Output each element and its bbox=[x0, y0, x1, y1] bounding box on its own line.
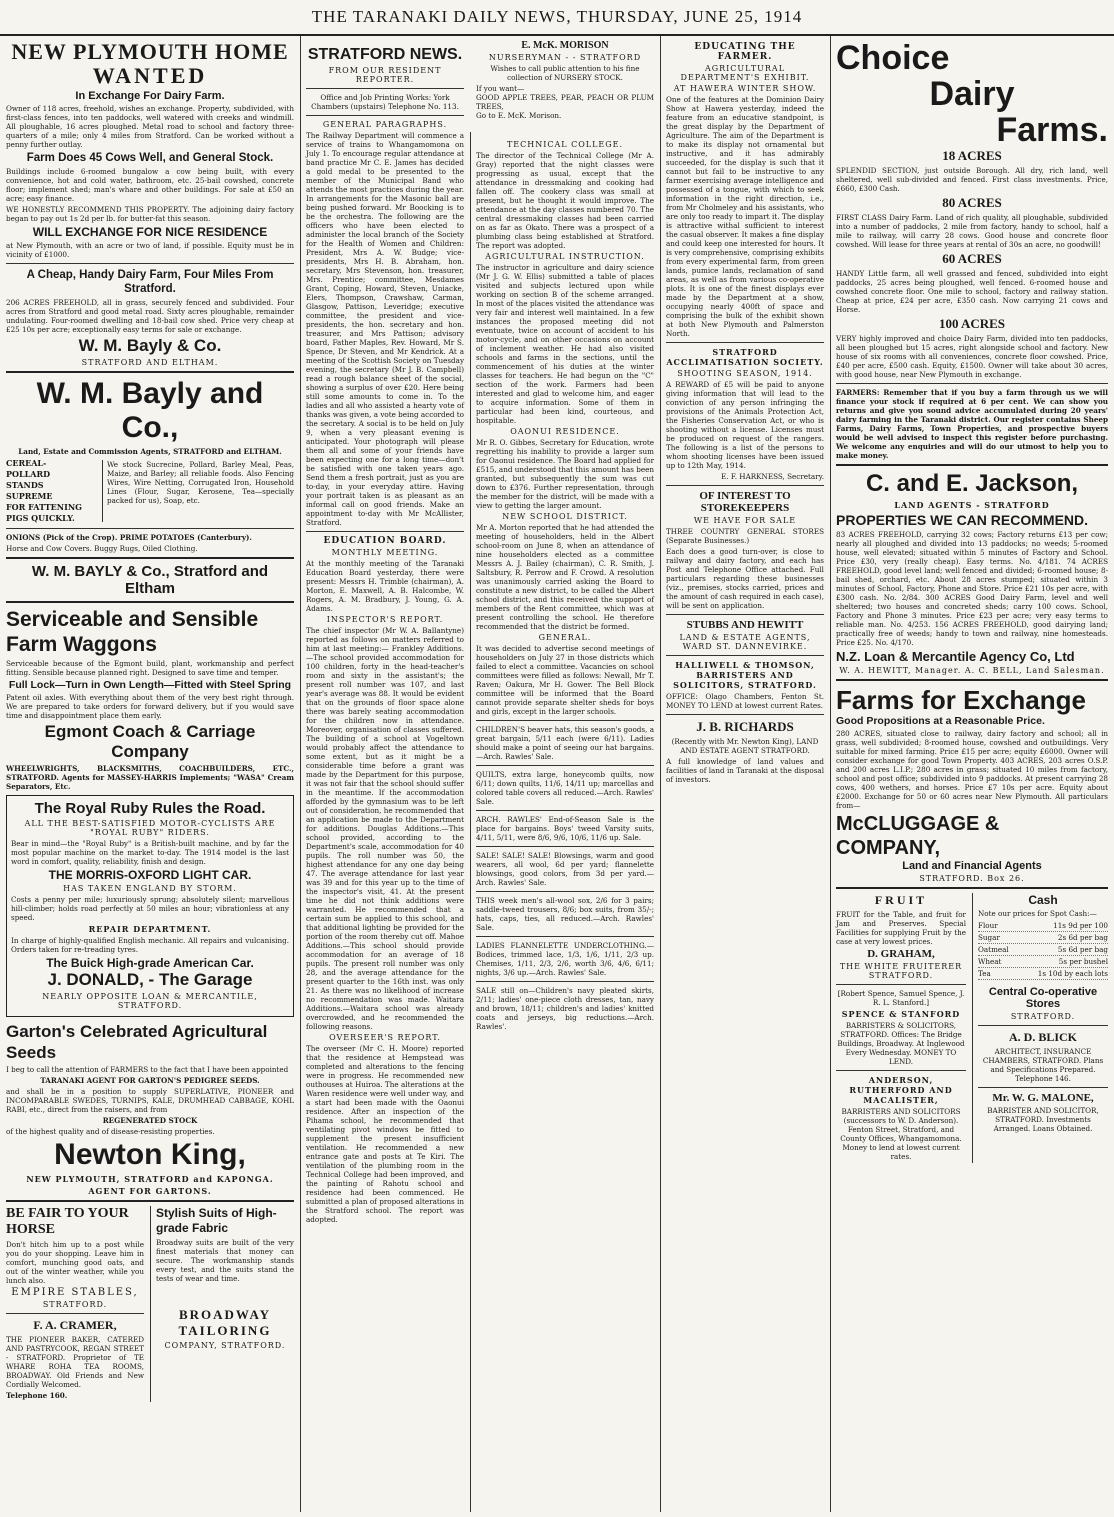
bayly-stock-block bbox=[6, 458, 294, 524]
price-item: Oatmeal bbox=[978, 945, 1009, 954]
cheap-farm-heading: A Cheap, Handy Dairy Farm, Four Miles From Stratford. bbox=[26, 269, 274, 295]
cash-ad bbox=[972, 893, 1108, 1163]
garton-heading: Garton's Celebrated Agricultural Seeds bbox=[6, 1022, 268, 1062]
morison-list bbox=[476, 84, 654, 120]
morison-sub: NURSERYMAN - - STRATFORD bbox=[488, 53, 642, 62]
cramer-heading: F. A. CRAMER, bbox=[33, 1318, 117, 1332]
price-value: 5s per bushel bbox=[1058, 957, 1108, 966]
malone-body: BARRISTER AND SOLICITOR, STRATFORD. Investments Arranged. Loans Obtained. bbox=[987, 1106, 1099, 1133]
technical-college-heading: TECHNICAL COLLEGE. bbox=[506, 140, 624, 149]
repair-heading: REPAIR DEPARTMENT. bbox=[88, 924, 212, 934]
list-item: STANDS bbox=[6, 480, 44, 490]
morris-body: Costs a penny per mile; luxuriously sprung; absolutely silent; marvellous hill-climber; holds road perfectly at 50 miles an hour; vibrationless at any speed. bbox=[11, 895, 289, 922]
price-row bbox=[978, 932, 1108, 944]
richards-body-2: A full knowledge of land values and facilities of land in Taranaki at the disposal of investors. bbox=[666, 757, 824, 784]
ruby-body: Bear in mind—the "Royal Ruby" is a British-built machine, and by far the most popular machine on the market to-day. The 1914 model is the last word in comfort, quality, reliability, finish and design. bbox=[11, 839, 289, 866]
garton-body: I beg to call the attention of FARMERS to the fact that I have been appointed bbox=[6, 1065, 289, 1074]
properties-body: 83 ACRES FREEHOLD, carrying 32 cows; Factory returns £13 per cow; nearly all ploughed and divided into 13 paddocks; no weeds; 5-roomed house, well elevated; situated within 5 minutes of Factory and School. Price £30, very (really cheap). Easy terms. No. 4/181. 74 ACRES FREEHOLD, good level land; well fenced and divided; 6-roomed house; 8-bail shed, orchard, etc. About 28 acres stumped; situated within 3 minutes of School, Factory, Phone and Store. Price £21 10s per acre, with £300 cash. No. 2/84. 300 ACRES Good Dairy Farm, level and well sheltered; two houses and concreted sheds; carry 100 cows. School, Factory and Phone 3 minutes. Price £23 per acre; very easy terms to reliable man. No. 4/253. 156 ACRES FREEHOLD, good dairying land; practically free of weeds; handy to town and railway, nine homesteads. Price £25. No. 4/170. bbox=[836, 530, 1108, 647]
sale-ad: THIS week men's all-wool sox, 2/6 for 3 pairs; saddle-tweed trousers, 8/6; box suits, from 35/-; hats, caps, ties, all reduced.—Arch. Rawles' Sale. bbox=[476, 896, 654, 932]
cheap-farm-body: 206 ACRES FREEHOLD, all in grass, securely fenced and subdivided. Four acres from Stratford and good metal road. Sixty acres ploughable, remainder undulating. Four-roomed dwelling and 18-bail cow shed. Price very cheap at £25 10s per acre; exceptionally easy terms for sale or exchange. bbox=[6, 298, 294, 334]
oaonui-heading: OAONUI RESIDENCE. bbox=[510, 427, 620, 436]
bayly-small-heading: W. M. Bayly & Co. bbox=[78, 336, 222, 355]
acres-100-heading: 100 ACRES bbox=[938, 316, 1006, 331]
price-value: 11s 9d per 100 bbox=[1053, 921, 1108, 930]
bayly-stock-text: We stock Sucrecine, Pollard, Barley Meal, Peas, Maize, and Barley; all reliable foods. Also Fencing Wires, Wire Netting, Corrugated Iron, Household Lines (Flour, Sugar, Kerosene, Tea—specially packed for us), Soap, etc. bbox=[102, 460, 294, 522]
column-1 bbox=[0, 36, 300, 1512]
educating-farmer-heading: EDUCATING THE FARMER. bbox=[694, 42, 796, 62]
price-item: Tea bbox=[978, 969, 991, 978]
masthead bbox=[0, 0, 1114, 36]
education-board-sub: MONTHLY MEETING. bbox=[331, 548, 439, 557]
new-school-body: Mr A. Morton reported that he had attended the meeting of householders, held in the Albert school-room on June 8, when an attendance of nine householders elected as a committee Messrs A. J. Bailey (chairman), C. R. Smith, J. Saltsbury, R. Perrow and F. Crowd. A resolution was unanimously carried asking the Board to constitute a new district, to be called the Albert school district, and this received the support of members of the Rent committee, which was at present controlling the school. He therefore recommended that the district be formed. bbox=[476, 523, 654, 631]
garton-body-3: of the highest quality and of disease-resisting properties. bbox=[6, 1127, 215, 1136]
price-value: 5s 6d per bag bbox=[1057, 945, 1108, 954]
column-5 bbox=[830, 36, 1114, 1512]
nz-loan-heading: N.Z. Loan & Mercantile Agency Co, Ltd bbox=[836, 649, 1075, 664]
graham-sub: THE WHITE FRUITERER STRATFORD. bbox=[839, 962, 963, 980]
morison-body: Wishes to call public attention to his fine collection of NURSERY STOCK. bbox=[490, 64, 640, 82]
waggons-body: Serviceable because of the Egmont build, plant, workmanship and perfect fitting. Sensible because planned right. Designed to save time and temper. bbox=[6, 659, 294, 677]
column-4 bbox=[660, 36, 830, 1512]
inspector-report-heading: INSPECTOR'S REPORT. bbox=[326, 615, 444, 624]
list-item: GOOD APPLE TREES, PEAR, PEACH OR PLUM TREES, bbox=[476, 93, 654, 111]
price-row bbox=[978, 920, 1108, 932]
farm-heading: Farm Does 45 Cows Well, and General Stock. bbox=[26, 152, 274, 164]
stubbs-heading: STUBBS AND HEWITT bbox=[686, 619, 804, 631]
stratford-news-sub: FROM OUR RESIDENT REPORTER. bbox=[328, 66, 442, 84]
onions-text: ONIONS (Pick of the Crop). PRIME POTATOES (Canterbury). bbox=[6, 533, 252, 542]
cash-note: Note our prices for Spot Cash:— bbox=[978, 909, 1097, 918]
spence-names: [Robert Spence, Samuel Spence, J. R. L. Stanford.] bbox=[837, 989, 965, 1007]
halliwell-body: OFFICE: Olago Chambers, Fenton St. MONEY TO LEND at lowest current Rates. bbox=[666, 692, 824, 710]
general-paragraphs-heading: GENERAL PARAGRAPHS. bbox=[322, 120, 448, 129]
list-item: CEREAL- bbox=[6, 458, 47, 468]
general-paragraphs-body: The Railway Department will commence a service of trains to Whangamomona on July 1. To encourage regular attendance at band practice Mr C. E. James has decided a gold medal to be presented to the member of the Municipal Band who attends the most practices during the year. In arrangements for the Masonic ball are being pushed forward. Mr Boocking is to be the orchestra. The following are the officers who have been elected to administer the local branch of the Society for the Health of Women and Children: President, Mrs A. W. Budge; vice-presidents, Mrs H. B. Abraham, hon. secretary, Mrs Stevenson, hon. treasurer, Mrs. Prentice; committee, Mesdames Grant, Coping, Howard, Steven, Uniacke, Elers, Thompson, Crawshaw, Carman, Glasgow, Pattison, Leveridge; executive committee, the president and vice-presidents, the hon. secretary and hon. treasurer, and Mrs Pattison; advisory board, Father Maples, Rev. Howard, Mr S. Spence, Dr Steven, and Mr Kendrick. At a meeting of the Scottish Society on Tuesday evening, the secretary (Mr J. B. Campbell) read a rough balance sheet of the social, showing a surplus of over £20. Here being still some amounts to come in. To the ladies and all who assisted a hearty vote of thanks was given, a vote being accorded to the secretary. A social is to be held on July 9, when a very pleasant evening is anticipated. Your photograph will please them all and some of your friends have been expecting one for a long time—don't be satisfied with one taken years ago. Send them a fresh portrait, just as you are to-day, in your everyday attire. Having your portrait taken is as pleasant as an informal call on good friends. Make an appointment to-day with Mr McAllister, Stratford. bbox=[306, 131, 464, 527]
education-board-body: At the monthly meeting of the Taranaki Education Board yesterday, there were present: Messrs H. Trimble (chairman), A. Morton, E. Maxwell, A. B. Halcombe, W. Rogers, A. M. Bradbury, J. Young, G. A. Adams. bbox=[306, 559, 464, 613]
office-info: Office and Job Printing Works: York Chambers (upstairs) Telephone No. 113. bbox=[311, 93, 459, 111]
acres-18-body: SPLENDID SECTION, just outside Borough. All dry, rich land, well sheltered, well sub-divided and fenced. First class investments. Price, £660, £300 Cash. bbox=[836, 166, 1108, 193]
bayly-big-heading: W. M. Bayly and Co., bbox=[36, 377, 264, 444]
buick-heading: The Buick High-grade American Car. bbox=[46, 956, 254, 970]
graham-heading: D. GRAHAM, bbox=[867, 948, 935, 960]
choice-heading: Choice bbox=[836, 39, 950, 77]
column-3 bbox=[470, 36, 660, 1512]
acres-60-heading: 60 ACRES bbox=[942, 251, 1002, 266]
sale-ad: SALE still on—Children's navy pleated skirts, 2/11; ladies' one-piece cloth dresses, tan, navy and brown, 18/11; children's and ladies' knitted coats and jerseys, big reductions.—Arch. Rawles'. bbox=[476, 986, 654, 1031]
suits-heading: Stylish Suits of High-grade Fabric bbox=[156, 1206, 277, 1235]
bayly-small-sub: STRATFORD AND ELTHAM. bbox=[81, 358, 219, 367]
storekeepers-body-2: Each does a good turn-over, is close to railway and dairy factory, and each has Post and Telephone Office attached. Full particulars regarding these businesses (viz., premises, stocks carried, prices and the amount of cash required in each case), will be sent on application. bbox=[666, 547, 824, 610]
new-school-heading: NEW SCHOOL DISTRICT. bbox=[502, 512, 628, 521]
society-sub: SHOOTING SEASON, 1914. bbox=[677, 369, 813, 378]
bayly-line: W. M. BAYLY & Co., Stratford and Eltham bbox=[31, 563, 269, 597]
dairy-heading: Dairy bbox=[929, 75, 1015, 113]
fruit-ad bbox=[836, 893, 966, 1163]
stubbs-sub: LAND & ESTATE AGENTS, WARD ST. DANNEVIRKE. bbox=[679, 633, 811, 651]
general-heading: GENERAL. bbox=[538, 633, 592, 642]
suits-ad bbox=[150, 1206, 294, 1402]
fair-horse-ad bbox=[6, 1206, 144, 1402]
society-body: A REWARD of £5 will be paid to anyone giving information that will lead to the conviction of any person infringing the provisions of the Animals Protection Act, the Fisheries Conservation Act, or who is shooting without a license. Licenses must be produced on request of the rangers. The following is a list of the persons to whom shooting licenses have been issued up to 12th May, 1914. bbox=[666, 380, 824, 470]
cramer-telephone: Telephone 160. bbox=[6, 1391, 68, 1400]
agricultural-instruction-heading: AGRICULTURAL INSTRUCTION. bbox=[485, 252, 645, 261]
stratford-news-title: STRATFORD NEWS. bbox=[307, 46, 463, 63]
farm-body-2: WE HONESTLY RECOMMEND THIS PROPERTY. The adjoining dairy factory began to pay out 1s 2d per lb. for butter-fat this season. bbox=[6, 205, 294, 223]
richards-body: (Recently with Mr. Newton King), LAND AND ESTATE AGENT STRATFORD. bbox=[671, 737, 819, 755]
society-heading: STRATFORD ACCLIMATISATION SOCIETY. bbox=[666, 347, 824, 367]
morris-sub: HAS TAKEN ENGLAND BY STORM. bbox=[63, 884, 237, 893]
newton-sub: NEW PLYMOUTH, STRATFORD and KAPONGA. bbox=[26, 1174, 274, 1184]
empire-heading: EMPIRE STABLES, bbox=[11, 1287, 139, 1298]
sale-ad: ARCH. RAWLES' End-of-Season Sale is the place for bargains. Boys' tweed Varsity suits, 4/11, 5/11, were 8/6, 9/6, 10/6, 11/6 up. Sale. bbox=[476, 815, 654, 842]
mccluggage-heading: McCLUGGAGE & COMPANY, bbox=[836, 813, 1000, 859]
spence-heading: SPENCE & STANFORD bbox=[841, 1009, 961, 1019]
newspaper-title: THE TARANAKI DAILY NEWS, THURSDAY, JUNE 25, 1914 bbox=[311, 7, 803, 26]
sale-ad: QUILTS, extra large, honeycomb quilts, now 6/11; down quilts, 11/6, 14/11 up; marcellas and colored table covers all reduced.—Arch. Rawles' Sale. bbox=[476, 770, 654, 806]
richards-heading: J. B. RICHARDS bbox=[696, 719, 794, 734]
fair-body: Don't hitch him up to a post while you do your shopping. Leave him in comfort, munching good oats, and out of the winter weather, while you lunch also. bbox=[6, 1240, 144, 1285]
cramer-body: THE PIONEER BAKER, CATERED AND PASTRYCOOK, REGAN STREET - STRATFORD. Proprietor of TE WHARE ROHA TEA ROOMS, BROADWAY. Old Friends and New Cordially Welcomed. bbox=[6, 1335, 144, 1389]
farm-body: Buildings include 6-roomed bungalow a cow being built, with every convenience, hot and cold water, bathroom, etc. 25-bail cowshed, concrete floor; implement shed; man's whare and other buildings. For sale at £50 an acre; easy finance. bbox=[6, 167, 294, 203]
home-body: Owner of 118 acres, freehold, wishes an exchange. Property, subdivided, with first-class fences, into ten paddocks, well watered with creeks and windmill. All ploughable, 16 acres ploughed. Metal road to school and factory three-quarters of a mile; only 4 miles from Stratford. Can be worked without a penny further outlay. bbox=[6, 104, 294, 149]
donald-sub: NEARLY OPPOSITE LOAN & MERCANTILE, STRATFORD. bbox=[42, 992, 258, 1010]
exchange-farms-heading: Farms for Exchange bbox=[836, 685, 1086, 715]
suits-body: Broadway suits are built of the very finest materials that money can secure. The workmanship stands every test, and the suits stand the tests of wear and time. bbox=[156, 1238, 294, 1283]
price-row bbox=[978, 944, 1108, 956]
nursery-ad bbox=[470, 36, 660, 132]
acres-60-body: HANDY Little farm, all well grassed and fenced, subdivided into eight paddocks, 25 acres being ploughed, well fenced. 6-roomed house and cowshed concrete floor. One mile to school, factory and railway station. Cheap at price, £24 per acre, £350 cash. Now carrying 21 cows and Horse. bbox=[836, 269, 1108, 314]
jackson-heading: C. and E. Jackson, bbox=[865, 470, 1079, 497]
inspector-report-body: The chief inspector (Mr W. A. Ballantyne) reported as follows on matters referred to him at last meeting:— Frankley Additions.—The school provided accommodation for 100 children, forty in the head-teacher's room and sixty in the assistant's; the present roll number was 107, and last year's average was 88. It would be evident that on the grounds of floor space alone there was barely seating accommodation for the children now in attendance. Moreover, organisation of classes suffered. The building of a school at Vogeltown would probably affect the attendance to some extent, but as it might be a considerable time before a grant was made by the Department for this purpose, it was not fair that the school should suffer in the meantime. If the accommodation afforded by the gymnasium was to be left out of consideration, he recommended that an application be made to the Department for additions. Douglas Additions.—This school provided, according to the Department's scale, accommodation for 40 pupils. The roll number was 50, the highest attendance for any one day being 47. The average attendance for last year was 39 and for this year up to the time of the inspector's visit, 41. At the present time he did not think additions were warranted. He recommended that a certain sum be applied to this school, and that additional lighting be provided for the portion of the room thereby cut off. Mahoe Additions.—This school should provide accommodation for an average of 18 pupils. The present roll number was only 28, and the average attendance for the present quarter to the 16th inst. was only 21. As there was no likelihood of increase no recommendation was made. Waitara Additions.—Waitara school was already overcrowded, and he recommended the following reasons. bbox=[306, 626, 464, 1031]
educating-farmer-sub-2: AT HAWERA WINTER SHOW. bbox=[673, 84, 817, 93]
column-2 bbox=[300, 36, 470, 1512]
price-row bbox=[978, 968, 1108, 980]
malone-heading: Mr. W. G. MALONE, bbox=[992, 1092, 1094, 1104]
sale-ad: SALE! SALE! SALE! Blowsings, warm and good wearers, all wool, 6d per yard; flannelette blowsings, good colors, from 3d per yard.—Arch. Rawles' Sale. bbox=[476, 851, 654, 887]
list-item: PIGS QUICKLY. bbox=[6, 513, 75, 523]
mccluggage-sub-2: STRATFORD. Box 26. bbox=[919, 874, 1025, 883]
exchange-heading: WILL EXCHANGE FOR NICE RESIDENCE bbox=[32, 225, 268, 239]
properties-heading: PROPERTIES WE CAN RECOMMEND. bbox=[836, 512, 1089, 528]
fruit-body: FRUIT for the Table, and fruit for Jam and Preserves. Special Facilities for supplying Fruit by the case at very lowest prices. bbox=[836, 910, 966, 946]
remember-notice: FARMERS: Remember that if you buy a farm through us we will finance your stock if required at 6 per cent. We can show you returns and give you sound advice accumulated during 20 years' dairy farming in the Taranaki district. Our register contains Sheep Farms, Dairy Farms, Town Properties, and prospective buyers would be well advised to inspect this register before purchasing. We welcome any enquiries and will do our utmost to help you to make money. bbox=[836, 388, 1108, 460]
list-item: FOR FATTENING bbox=[6, 502, 82, 512]
fair-heading: BE FAIR TO YOUR HORSE bbox=[6, 1206, 129, 1237]
list-item: POLLARD bbox=[6, 469, 51, 479]
education-board-heading: EDUCATION BOARD. bbox=[323, 536, 447, 546]
bayly-list bbox=[6, 458, 96, 524]
garton-body-2: and shall be in a position to supply SUPERLATIVE, PIONEER and INCOMPARABLE SWEDES, TURNIPS, KALE, DRUMHEAD CABBAGE, KOHL RABI, etc., direct from the raisers, and from bbox=[6, 1087, 294, 1114]
price-item: Sugar bbox=[978, 933, 1000, 942]
price-item: Flour bbox=[978, 921, 998, 930]
repair-body: In charge of highly-qualified English mechanic. All repairs and vulcanising. Orders taken for re-treading tyres. bbox=[11, 936, 289, 954]
storekeepers-body: THREE COUNTRY GENERAL STORES (Separate Businesses.) bbox=[666, 527, 824, 545]
egmont-heading: Egmont Coach & Carriage Company bbox=[44, 722, 256, 761]
central-stores-heading: Central Co-operative Stores bbox=[988, 986, 1098, 1010]
exchange-farms-body: 280 ACRES, situated close to railway, dairy factory and school; all in grass, well subdivided; 8-roomed house, cowshed and outbuildings. Very suitable for mixed farming. Price £15 per acre; equity £6000. Owner will consider exchange for good Town Property. 403 ACRES, 203 acres O.S.P. and 200 acres L.I.P.; 280 acres in grass; situated 10 miles from factory, school and post office; subdivided into 9 paddocks. At present carrying 28 cows, 400 wethers, and horses. Price £7 10s per acre. Equity about £2000. Exchange for 50 or 60 acres near New Plymouth. All particulars from— bbox=[836, 729, 1108, 810]
home-wanted-heading: NEW PLYMOUTH HOME bbox=[11, 39, 289, 64]
acres-80-body: FIRST CLASS Dairy Farm. Land of rich quality, all ploughable, subdivided into a number of paddocks, 2 mile from factory, handy to school, half a mile to railway, will carry 28 cows. Good house and concrete floor cowshed. Will lease for three years at rental of 30s an acre, no goodwill! bbox=[836, 213, 1108, 249]
fruit-heading: FRUIT bbox=[874, 893, 928, 907]
list-item: SUPREME bbox=[6, 491, 53, 501]
morison-heading: E. McK. MORISON bbox=[521, 40, 609, 51]
morris-heading: THE MORRIS-OXFORD LIGHT CAR. bbox=[48, 868, 252, 882]
educating-farmer-sub: AGRICULTURAL DEPARTMENT'S EXHIBIT. bbox=[680, 64, 810, 82]
waggons-body-2: Patent oil axles. With everything about them of the very best right through. We are prepared to take orders for forward delivery, but if you would save time and disappointment place them early. bbox=[6, 693, 294, 720]
newton-agent: AGENT FOR GARTONS. bbox=[88, 1186, 212, 1196]
educating-farmer-body: One of the features at the Dominion Dairy Show at Hawera yesterday, indeed the feature from an educative standpoint, is the great display by the Department of Agriculture. The aim of the Department is to make its display not ornamental but instructive, and it has admirably succeeded, for the display is such that it cannot but fail to be instructive to any farmer exercising average intelligence and possessed of a tongue, with which to seek information in the right direction, i.e., from Mr Cholmeley and his assistants, who are only too ready to impart it. The display is attractive withal sufficient to interest the casual observer. It makes a fine display and could keep one interested for hours. It is very comprehensive, comprising exhibits from every experimental farm, from green lands, pumice lands, reclamation of sand areas, as well as from various co-operative plots. It is one of the finest displays ever made by the Department at a show, occupying nearly 400ft of space and comprising the bulk of the exhibit shown at both New Plymouth and Palmerston North. bbox=[666, 95, 824, 338]
sale-ad: LADIES FLANNELETTE UNDERCLOTHING.—Bodices, trimmed lace, 1/3, 1/6, 1/11, 2/3 up. Chemises, 1/11, 2/3, 2/6, worth 3/6, 4/6, 6/11; nights, 3/6 up.—Arch. Rawles' Sale. bbox=[476, 941, 654, 977]
cash-price-list bbox=[978, 920, 1108, 980]
society-sign: E. F. HARKNESS, Secretary. bbox=[721, 472, 824, 481]
sale-ad: CHILDREN'S beaver hats, this season's goods, a great bargain, 5/11 each (were 6/11). Ladies should make a point of seeing our hat bargains.—Arch. Rawles' Sale. bbox=[476, 725, 654, 761]
cash-heading: Cash bbox=[1028, 893, 1058, 907]
royal-ruby-ad bbox=[6, 795, 294, 1017]
ruby-sub: ALL THE BEST-SATISFIED MOTOR-CYCLISTS ARE "ROYAL RUBY" RIDERS. bbox=[24, 819, 276, 837]
farms-heading: Farms. bbox=[996, 111, 1108, 149]
blick-body: ARCHITECT, INSURANCE CHAMBERS, STRATFORD. Plans and Specifications Prepared. Telephone 146. bbox=[982, 1047, 1104, 1083]
acres-100-body: VERY highly improved and choice Dairy Farm, divided into ten paddocks, all been ploughed but 15 acres, right alongside school and factory. New house of six rooms with all conveniences, concrete floor cowshed. Price, £40 per acre, £500 cash. Equity, £1500. Owner will take about 30 acres, with good house, near New Plymouth in exchange. bbox=[836, 334, 1108, 379]
garton-regen: REGENERATED STOCK bbox=[102, 1116, 198, 1125]
list-item: If you want— bbox=[476, 84, 525, 93]
price-value: 1s 10d by each lots bbox=[1037, 969, 1108, 978]
anderson-body: BARRISTERS AND SOLICITORS (successors to W. D. Anderson). Fenton Street, Stratford, and County Offices, Whangamomona. Money to lend at lowest current rates. bbox=[840, 1107, 962, 1161]
central-stores-sub: STRATFORD. bbox=[1010, 1012, 1076, 1021]
newton-king-heading: Newton King, bbox=[54, 1138, 246, 1171]
acres-80-heading: 80 ACRES bbox=[942, 195, 1002, 210]
nz-loan-sub: W. A. HEWITT, Manager. A. C. BELL, Land Salesman. bbox=[839, 666, 1105, 675]
blick-heading: A. D. BLICK bbox=[1008, 1030, 1077, 1044]
overseer-report-body: The overseer (Mr C. H. Moore) reported that the residence at Hempstead was completed and alterations to the fencing were in progress. He recommended new outhouses at Huiroa. The alterations at the Waren residence were well under way, and a start had been made with the Oaonui residence. After an inspection of the Pihama school, he recommended that ventilating pivot windows be fitted to supplement the present insufficient ventilation. He recommended a new entrance gate and posts at Te Kiri. The ventilation of the plumbing room in the Technical College had been improved, and the painting of Rahotu school and residence had been commenced. He submitted a plan of proposed alterations in the Stratford school. The report was adopted. bbox=[306, 1044, 464, 1224]
list-item: Go to E. McK. Morison. bbox=[476, 111, 562, 120]
price-value: 2s 6d per bag bbox=[1057, 933, 1108, 942]
oaonui-body: Mr R. O. Gibbes, Secretary for Education, wrote regretting his inability to provide a larger sum for Oaonui residence. The Board had applied for £515, and understood that this amount has been granted, but subsequently the sum was cut down to £376. Further representation, through the member for the district, will be made with a view to getting the larger amount. bbox=[476, 438, 654, 510]
empire-sub: STRATFORD. bbox=[42, 1300, 108, 1309]
donald-heading: J. DONALD, - The Garage bbox=[47, 970, 253, 989]
jackson-sub: LAND AGENTS - STRATFORD bbox=[894, 500, 1050, 510]
bayly-agents: Land, Estate and Commission Agents, STRATFORD and ELTHAM. bbox=[18, 447, 282, 456]
technical-college-body: The director of the Technical College (Mr A. Gray) reported that the night classes were progressing as usual, except that the attendance in dressmaking and cooking had fallen off. The cookery class was small at present, but he thought it would improve. The attendance at the day classes numbered 70. The central dressmaking classes had been carried on as far as Okato. There was a prospect of a plumbing class being established at Stratford. The report was adopted. bbox=[476, 151, 654, 250]
price-row bbox=[978, 956, 1108, 968]
home-wanted-heading-2: WANTED bbox=[92, 63, 208, 88]
covers-text: Horse and Cow Covers. Buggy Rugs, Oiled Clothing. bbox=[6, 544, 198, 553]
exchange-farms-sub: Good Propositions at a Reasonable Price. bbox=[836, 715, 1045, 727]
storekeepers-heading: OF INTEREST TO STOREKEEPERS bbox=[699, 490, 791, 514]
fruit-cash-block bbox=[836, 893, 1108, 1163]
mccluggage-sub: Land and Financial Agents bbox=[902, 860, 1042, 872]
acres-18-heading: 18 ACRES bbox=[942, 148, 1002, 163]
waggons-heading: Serviceable and Sensible Farm Waggons bbox=[6, 608, 259, 656]
anderson-heading: ANDERSON, RUTHERFORD AND MACALISTER, bbox=[849, 1075, 953, 1105]
broadway-heading: BROADWAY TAILORING bbox=[178, 1307, 272, 1338]
exchange-body: at New Plymouth, with an acre or two of land, if possible. Equity must be in vicinity of £1000. bbox=[6, 241, 294, 259]
exchange-subheading: In Exchange For Dairy Farm. bbox=[75, 90, 225, 102]
storekeepers-sub: WE HAVE FOR SALE bbox=[693, 516, 797, 525]
ruby-heading: The Royal Ruby Rules the Road. bbox=[34, 800, 266, 817]
price-item: Wheat bbox=[978, 957, 1002, 966]
waggons-full-lock: Full Lock—Turn in Own Length—Fitted with Steel Spring bbox=[8, 679, 292, 691]
spence-body: BARRISTERS & SOLICITORS, STRATFORD. Offices: The Bridge Buildings, Broadway. At Inglewood Every Wednesday. MONEY TO LEND. bbox=[837, 1021, 965, 1066]
bottom-ads bbox=[6, 1206, 294, 1402]
halliwell-heading: HALLIWELL & THOMSON, BARRISTERS AND SOLICITORS, STRATFORD. bbox=[673, 660, 817, 690]
overseer-report-heading: OVERSEER'S REPORT. bbox=[329, 1033, 441, 1042]
general-body: It was decided to advertise second meetings of householders on July 27 in those districts which failed to elect a committee. Vacancies on school committees were filled as follows: Newall, Mr T. Raven; Oakura, Mr H. Gower. The Bell Block committee will be informed that the Board cannot provide separate shelter sheds for boys and girls, except in the larger schools. bbox=[476, 644, 654, 716]
broadway-sub: COMPANY, STRATFORD. bbox=[164, 1341, 286, 1350]
egmont-body: WHEELWRIGHTS, BLACKSMITHS, COACHBUILDERS, ETC., STRATFORD. Agents for MASSEY-HARRIS Implements; "WASA" Cream Separators, Etc. bbox=[6, 764, 294, 791]
garton-agent: TARANAKI AGENT FOR GARTON'S PEDIGREE SEEDS. bbox=[40, 1076, 260, 1085]
agricultural-instruction-body: The instructor in agriculture and dairy science (Mr J. G. W. Ellis) submitted a table of places visited and subjects lectured upon while working on section B of the scheme arranged. In most of the places visited the attendance was very fair and interest well maintained. In a few instances the proposed meeting did not eventuate, twice on account of accident to his motor-cycle, and on other occasions on account of inclement weather. He had also visited schools and farms in the sections, until the commencement of his duties at the winter classes for teachers. He had begun on the "C" section of the work. Farmers had been interested and glad to welcome him, and eager to acquire information. Some of them in particular had been kind, courteous, and hospitable. bbox=[476, 263, 654, 425]
